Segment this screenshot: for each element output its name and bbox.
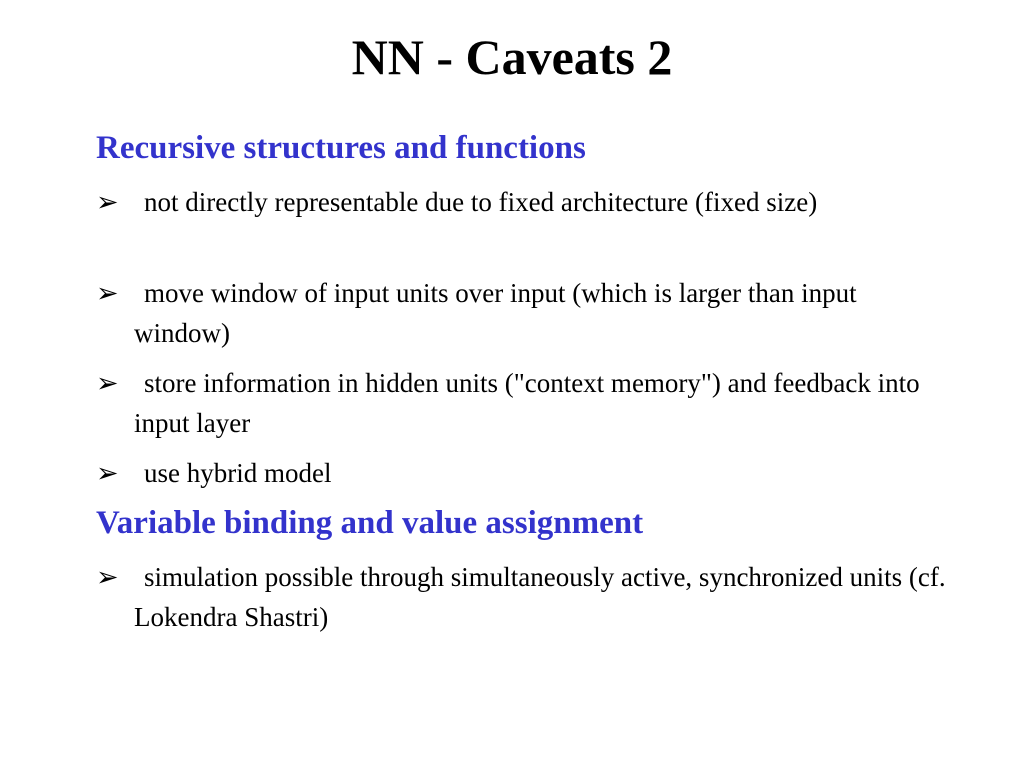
bullet-text: store information in hidden units ("context memory") and feedback into input layer: [134, 368, 920, 438]
arrow-bullet-icon: ➢: [96, 368, 119, 398]
arrow-bullet-icon: ➢: [96, 562, 119, 592]
arrow-bullet-icon: ➢: [96, 187, 119, 217]
bullet-item: [96, 273, 946, 353]
bullet-item: [96, 182, 946, 222]
bullet-text: simulation possible through simultaneously active, synchronized units (cf. Lokendra Shastri): [134, 562, 946, 632]
section-heading-variable-binding: Variable binding and value assignment: [96, 505, 644, 541]
bullet-text: move window of input units over input (which is larger than input window): [134, 278, 857, 348]
arrow-bullet-icon: ➢: [96, 458, 119, 488]
arrow-bullet-icon: ➢: [96, 278, 119, 308]
bullet-item: [96, 453, 946, 493]
bullet-item: [96, 363, 946, 443]
bullet-item: [96, 557, 946, 637]
section-heading-recursive: Recursive structures and functions: [96, 130, 586, 166]
bullet-text: not directly representable due to fixed architecture (fixed size): [144, 187, 818, 217]
slide-title: NN - Caveats 2: [351, 29, 673, 85]
bullet-text: use hybrid model: [144, 458, 332, 488]
